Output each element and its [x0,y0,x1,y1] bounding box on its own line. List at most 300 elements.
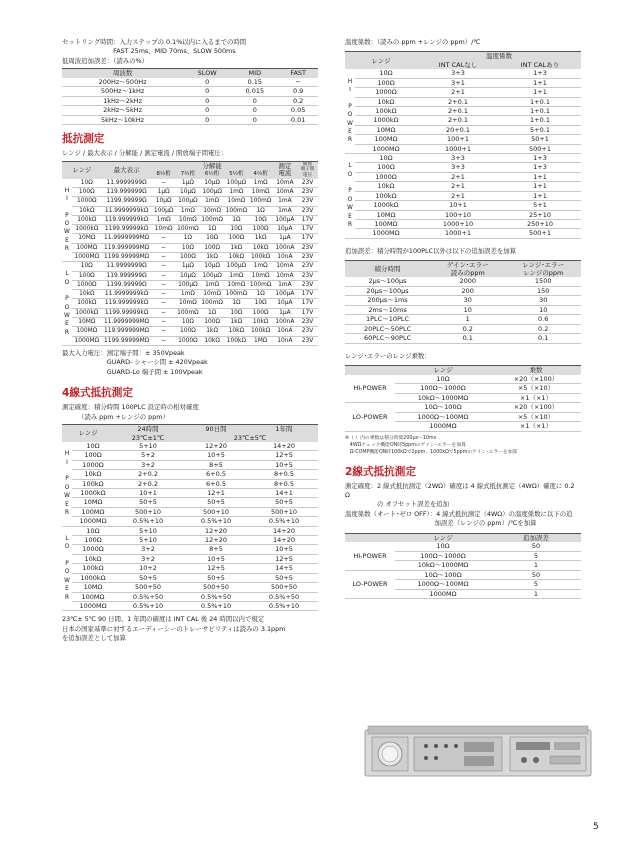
table-cell: 17V [297,290,318,299]
header-range: レンジ [78,429,98,438]
table-cell: 10mΩ [249,187,273,196]
table-cell: 30 [430,296,505,306]
table-row [345,125,581,134]
table-header: レンジ･エラー レンジのppm [522,261,565,278]
table-cell: 10Ω [355,154,417,163]
table-cell: − [152,179,176,188]
table-cell: 1mΩ [224,271,248,280]
power-mode-label: LO-POWER [345,403,395,432]
bottom-note: 23℃± 5℃ 90 日間、1 年間の確度は INT CAL 後 24 時間以内で規定 日本の国家基準に対するエーディーシーのトレーサビリティは読みの 3.1ppm を追加誤差として加算 [62,615,286,643]
table-cell: 100nA [273,243,297,252]
table-cell: 23V [297,336,318,345]
table-cell: 1μΩ [176,179,200,188]
table-cell: 23V [297,179,318,188]
table-cell: 500+50 [114,583,182,592]
table-row [62,253,318,262]
table-cell: 1000Ω〜100MΩ [395,580,491,590]
table-cell: 23V [297,327,318,336]
table-header: FAST [290,69,306,78]
table-cell: 2+1 [417,172,499,181]
table-cell: 3+2 [114,545,182,554]
table-row [62,489,318,498]
table-cell: 1000MΩ [395,422,491,432]
table-cell: 100kΩ [72,479,114,488]
table-cell: 100kΩ [72,215,102,224]
header-range: レンジ [371,56,391,65]
table-cell: 10mΩ [224,197,248,206]
table-cell: 1000Ω [72,280,102,289]
table-cell: 10Ω [249,215,273,224]
table-row [62,318,318,327]
table-cell: 11.9999999MΩ [102,234,152,243]
table-cell: 17V [297,299,318,308]
table-cell: 0.5%+10 [114,601,182,610]
table-row [345,375,581,384]
table-cell: 10μΩ [200,262,224,271]
table-row [62,536,318,545]
two-wire-section-title: 2線式抵抗測定 [345,465,416,478]
table-cell: 10mΩ [249,271,273,280]
table-header: 周波数 [112,69,133,78]
table-cell: 1 [491,589,581,599]
table-cell: 12+5 [250,554,318,563]
table-row [62,299,318,308]
table-cell: 20+0.1 [417,125,499,134]
table-cell: 500+1 [499,229,581,238]
table-cell: 100MΩ [72,507,114,516]
table-cell: 500+10 [182,507,250,516]
table-cell: 3+3 [417,163,499,172]
table-cell: 1000MΩ [72,336,102,345]
table-cell: 1Ω [224,215,248,224]
table-cell: 100Ω [249,225,273,234]
table-cell: 1500 [505,277,581,286]
table-cell: 10μΩ [176,271,200,280]
range-factor-note: ※（ ）内の乗数は積分時間200μs〜10ms 4WΩチェック機能ON時5ppmのゲイン･エラーを加算 Ω-COMP機能ON時100kΩで2ppm、1000kΩで5ppmのゲイン･エラーを加算 [345,435,518,455]
power-mode-label: HI-POWER [345,542,395,570]
table-cell: 10kΩ〜1000MΩ [395,393,491,403]
table-cell: 10kΩ [249,243,273,252]
table-cell: 119.999999MΩ [102,327,152,336]
table-cell: 1000MΩ [72,253,102,262]
table-cell: 10nA [273,327,297,336]
table-row [62,179,318,188]
table-cell: 1Ω [249,206,273,215]
table-cell: 8+5 [182,545,250,554]
table-cell: 100Ω [224,234,248,243]
table-cell: 100Ω〜1000Ω [395,551,491,561]
table-cell: 1mΩ [200,197,224,206]
table-cell: − [152,280,176,289]
header-no-int-cal: INT CALなし [438,60,478,69]
table-row [345,69,581,78]
table-cell: 1Ω [200,225,224,234]
table-row [345,78,581,87]
table-cell: 1mΩ [152,215,176,224]
additional-error-table [345,260,581,344]
two-wire-additional-error-table [345,533,581,600]
table-cell: 3+3 [417,69,499,78]
table-row [62,479,318,488]
table-row [62,280,318,289]
table-row [62,526,318,535]
table-cell: − [152,318,176,327]
table-row [62,290,318,299]
table-cell: 1+3 [499,69,581,78]
table-cell: 10kΩ [249,318,273,327]
table-cell: 1μA [273,308,297,317]
table-cell: 12+20 [182,526,250,535]
table-row [345,97,581,106]
table-cell: 100kΩ [249,253,273,262]
table-cell: 0 [231,115,278,125]
table-cell: 1000kΩ [72,489,114,498]
table-row [345,107,581,116]
table-row [345,286,581,296]
table-cell: 100kΩ [355,191,417,200]
table-cell: 50+5 [182,573,250,582]
table-cell: 10+2 [114,564,182,573]
table-cell: 10Ω [249,299,273,308]
table-cell: 10kΩ〜1000MΩ [395,561,491,571]
header-with-int-cal: INT CALあり [520,60,560,69]
table-cell: 10mA [273,262,297,271]
table-cell: 1Ω [200,308,224,317]
table-cell: 100+1 [417,135,499,144]
header-current: 測定 電流 [278,161,292,178]
table-cell: 100mΩ [249,281,272,288]
table-cell: 0.2 [278,96,318,106]
table-row [62,262,318,271]
table-cell: 10 [430,305,505,315]
resistance-section-title: 抵抗測定 [62,133,105,146]
low-frequency-error-table [62,68,318,125]
table-cell: 3+1 [417,78,499,87]
power-mode-label: H I P O W E R [345,69,355,153]
table-cell: 100Ω [72,451,114,460]
power-mode-label: L O P O W E R [62,526,72,611]
table-cell: 200 [430,286,505,296]
power-mode-label: L O P O W E R [345,154,355,239]
table-cell: 1+1 [499,172,581,181]
table-cell: 1000kΩ [72,225,102,234]
table-cell: − [152,336,176,345]
table-cell: 10mA [273,179,297,188]
table-cell: 500+1 [499,144,581,153]
table-cell: 0 [231,106,278,116]
header-max-display: 最大表示 [113,165,140,174]
table-row [345,135,581,144]
table-cell: 0.5%+50 [114,592,182,601]
table-row [345,88,581,97]
table-cell: 10kΩ [72,290,102,299]
table-cell: 50 [491,570,581,580]
table-cell: 1199.99999Ω [102,197,152,206]
table-cell: 0.01 [278,115,318,125]
table-cell: 1mA [273,197,297,206]
table-cell: 1mΩ [176,290,200,299]
table-row [62,243,318,252]
table-row [62,206,318,215]
table-cell: 1000Ω [72,460,114,469]
table-cell: 10mΩ [152,225,176,234]
table-cell: 100μΩ [176,280,200,289]
table-cell: 5 [491,551,581,561]
table-cell: 1+3 [499,154,581,163]
table-cell: 10Ω [176,318,200,327]
header-range: レンジ [433,366,453,375]
table-cell: 10Ω〜100Ω [395,570,491,580]
table-cell: 0 [183,106,231,116]
table-cell: 100Ω [355,163,417,172]
table-cell: 1000kΩ [72,573,114,582]
table-row [62,96,318,106]
table-row [62,336,318,345]
table-cell: 12+1 [182,489,250,498]
table-cell: 1000Ω [355,88,417,97]
header-temp-coef: 温度係数 [486,52,512,61]
table-cell: − [152,299,176,308]
table-cell: 2kHz〜5kHz [62,106,183,116]
table-cell: 119.999999MΩ [102,243,152,252]
table-cell: − [152,327,176,336]
table-cell: 23V [297,280,318,289]
table-row [345,144,581,153]
header-digit: 4½桁 [253,171,268,178]
table-row [62,583,318,592]
table-cell: 1mΩ [249,179,273,188]
table-cell: 12+5 [182,564,250,573]
table-cell: 10Ω [72,442,114,451]
table-cell: 12+5 [250,451,318,460]
table-row [345,191,581,200]
table-cell: 100kΩ [355,107,417,116]
table-cell: 10mΩ [176,215,200,224]
table-cell: 50+5 [182,498,250,507]
table-cell: 100MΩ [72,243,102,252]
table-cell: 119.999999kΩ [102,215,152,224]
settling-note: セットリング時間：入力ステップの 0.1%以内に入るまでの時間 FAST 25ms、MID 70ms、SLOW 500ms 低周波追加誤差：（読みの%） [62,38,247,65]
table-cell: 14+20 [250,536,318,545]
table-cell: 100μΩ [152,206,176,215]
table-row [62,115,318,125]
table-cell: 5+0.1 [499,125,581,134]
table-cell: − [152,234,176,243]
table-cell: 0 [231,96,278,106]
table-cell: 2+0.2 [114,470,182,479]
table-row [62,187,318,196]
table-cell: 10μΩ [152,197,176,206]
table-cell: 0.015 [231,87,278,97]
table-cell: 0.5%+10 [250,601,318,610]
power-mode-label: LO-POWER [345,570,395,599]
table-cell: 10Ω [72,526,114,535]
table-cell: 1mΩ [176,206,200,215]
table-row [62,451,318,460]
table-cell: 0.6 [505,315,581,325]
table-cell: 1mΩ [224,187,248,196]
table-cell: 6+0.5 [182,470,250,479]
table-cell: 14+20 [250,526,318,535]
table-cell: 100kΩ [72,564,114,573]
table-row [62,215,318,224]
table-row [62,327,318,336]
table-cell: 10MΩ [355,125,417,134]
table-cell: − [152,271,176,280]
table-cell: 0.05 [278,106,318,116]
table-cell: 10Ω [200,234,224,243]
table-row [345,334,581,344]
table-cell: 1+0.1 [499,97,581,106]
table-cell: ×5（×10） [491,384,581,394]
table-cell: 10kΩ [200,336,224,345]
table-row [345,163,581,172]
table-cell: 11.9999999kΩ [102,206,152,215]
table-cell: 11.9999999MΩ [102,318,152,327]
table-cell: 30 [505,296,581,306]
table-cell: 200μs〜1ms [345,296,430,306]
table-cell: 1000Ω [355,172,417,181]
table-cell: 50+5 [114,498,182,507]
table-cell: 10MΩ [72,318,102,327]
table-cell: 23V [297,187,318,196]
table-cell: 1mΩ [200,280,224,289]
table-cell: 100kΩ [249,327,273,336]
table-cell: 10Ω [72,179,102,188]
table-cell: 1+1 [499,88,581,97]
table-cell: 100μΩ [200,187,224,196]
table-cell: 1000kΩ [355,116,417,125]
table-cell: 2+0.2 [114,479,182,488]
table-cell: 500+10 [250,507,318,516]
table-cell: − [152,253,176,262]
table-cell: 1kHz〜2kHz [62,96,183,106]
table-cell: 0.2 [505,324,581,334]
table-cell: 1+0.1 [499,107,581,116]
table-cell: 17V [297,215,318,224]
table-cell: 10+1 [114,489,182,498]
table-cell: 1000MΩ [355,229,417,238]
table-header: MID [248,69,262,78]
table-cell: 23V [297,243,318,252]
header-additional-error: 追加誤差 [523,533,549,542]
table-row [62,460,318,469]
table-cell: 119.999999Ω [102,271,152,280]
header-1y: 1年間 [275,425,293,433]
table-cell: 1000MΩ [72,517,114,526]
power-mode-label: HI-POWER [345,375,395,403]
table-cell: 1000+1 [417,144,499,153]
table-cell: 1000MΩ [355,144,417,153]
table-row [62,234,318,243]
table-cell: 14+1 [250,489,318,498]
table-row [345,201,581,210]
table-cell: 12+20 [182,442,250,451]
table-row [345,277,581,286]
table-header: 積分時間 [374,265,401,274]
header-open-voltage: 開放 端子間 電圧 [300,161,315,178]
table-cell: 1 [491,561,581,571]
table-cell: 100μΩ [200,271,224,280]
table-cell: 10μΩ [200,179,224,188]
table-cell: 100Ω [249,308,273,317]
table-cell: 17V [297,225,318,234]
table-cell: 0.9 [278,87,318,97]
table-cell: 10nA [273,253,297,262]
table-row [62,545,318,554]
table-cell: 1199.99999kΩ [102,308,152,317]
table-cell: 1μA [273,234,297,243]
table-cell: 1199.99999Ω [102,280,152,289]
table-header: ゲイン･エラー 読みのppm [446,261,489,278]
table-cell: 100kΩ [72,299,102,308]
header-digit: 7½桁 [180,171,196,178]
table-cell: 100Ω [72,271,102,280]
table-cell: 10μA [273,225,297,234]
table-cell: − [278,78,318,87]
table-cell: 50+5 [250,498,318,507]
table-cell: 250+10 [499,219,581,228]
table-cell: 100mΩ [201,300,223,307]
table-row [62,601,318,610]
table-cell: 5+1 [499,201,581,210]
table-cell: 1000Ω [176,336,200,345]
table-cell: 0.5%+10 [182,517,250,526]
table-cell: 10 [505,305,581,315]
table-cell: 10+5 [182,554,250,563]
table-row [345,229,581,238]
table-cell: 1Ω [176,234,200,243]
table-cell: 100mΩ [225,207,248,214]
table-cell: 100MΩ [355,135,417,144]
table-cell: 1000kΩ [355,201,417,210]
table-cell: 1000Ω [72,545,114,554]
table-cell: 23V [297,197,318,206]
table-cell: 14+5 [250,564,318,573]
table-row [62,592,318,601]
header-90d: 90日間 [205,425,227,433]
table-cell: 0 [183,87,231,97]
header-temp-5: 23℃±5℃ [233,433,267,442]
table-row [62,106,318,116]
table-cell: 25+10 [499,210,581,219]
power-mode-label: H I P O W E R [62,442,72,526]
table-cell: 1kΩ [200,253,224,262]
table-cell: 10MΩ [355,210,417,219]
table-cell: 3+3 [417,154,499,163]
table-row [62,564,318,573]
table-cell: 10+1 [417,201,499,210]
table-cell: 2μs〜100μs [345,277,430,286]
table-cell: 1Ω [249,290,273,299]
table-cell: 0 [183,96,231,106]
table-cell: 100mΩ [177,226,199,233]
table-cell: 5+2 [114,451,182,460]
table-cell: 0.2 [430,324,505,334]
table-cell: ×1（×1） [491,393,581,403]
table-cell: 100μΩ [224,179,248,188]
table-cell: 100μΩ [224,262,248,271]
table-cell: 5 [491,580,581,590]
header-digit: 6½桁 [204,171,220,178]
table-row [62,573,318,582]
table-cell: 10mA [273,187,297,196]
table-cell: 10kΩ [72,206,102,215]
table-cell: 1000+1 [417,229,499,238]
table-cell: 100mΩ [177,309,199,316]
table-cell: 100MΩ [72,327,102,336]
table-row [345,305,581,315]
